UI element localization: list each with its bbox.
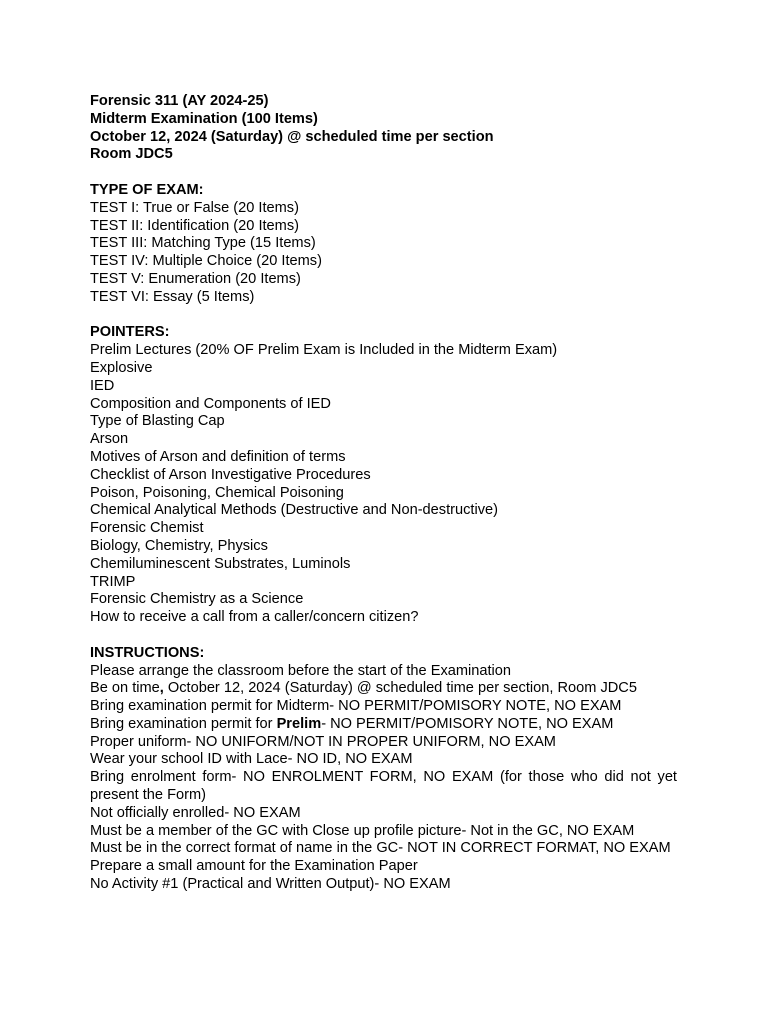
test-item: TEST II: Identification (20 Items) xyxy=(90,217,299,234)
instruction-item: Proper uniform- NO UNIFORM/NOT IN PROPER UNIFORM, NO EXAM xyxy=(90,733,556,750)
instruction-text: Bring examination permit for xyxy=(90,715,277,732)
pointer-item: TRIMP xyxy=(90,573,136,590)
exam-header xyxy=(90,93,677,164)
document-page xyxy=(90,93,677,894)
pointer-item: Prelim Lectures (20% OF Prelim Exam is Included in the Midterm Exam) xyxy=(90,342,558,359)
exam-room: Room JDC5 xyxy=(90,146,173,163)
instruction-item: Not officially enrolled- NO EXAM xyxy=(90,804,301,821)
instruction-item: Please arrange the classroom before the start of the Examination xyxy=(90,662,512,679)
pointer-item: Type of Blasting Cap xyxy=(90,413,225,430)
pointer-item: IED xyxy=(90,377,115,394)
pointer-item: Explosive xyxy=(90,359,153,376)
instruction-item xyxy=(90,680,677,698)
pointer-item: Poison, Poisoning, Chemical Poisoning xyxy=(90,484,344,501)
pointer-item: Composition and Components of IED xyxy=(90,395,331,412)
instruction-emphasis: , xyxy=(159,680,164,697)
pointer-item: Forensic Chemist xyxy=(90,520,204,537)
pointers-section xyxy=(90,324,677,627)
instruction-emphasis: Prelim xyxy=(276,715,322,732)
spacer xyxy=(90,627,677,645)
test-item: TEST I: True or False (20 Items) xyxy=(90,199,299,216)
instruction-item: Bring examination permit for Midterm- NO PERMIT/POMISORY NOTE, NO EXAM xyxy=(90,698,622,715)
pointer-item: Biology, Chemistry, Physics xyxy=(90,537,268,554)
exam-title: Midterm Examination (100 Items) xyxy=(90,110,318,127)
instruction-item: Wear your school ID with Lace- NO ID, NO EXAM xyxy=(90,751,413,768)
spacer xyxy=(90,164,677,182)
instruction-text: October 12, 2024 (Saturday) @ scheduled time per section, Room JDC5 xyxy=(163,680,637,697)
exam-type-section xyxy=(90,182,677,307)
test-item: TEST IV: Multiple Choice (20 Items) xyxy=(90,253,322,270)
exam-schedule: October 12, 2024 (Saturday) @ scheduled time per section xyxy=(90,128,494,145)
pointer-item: Checklist of Arson Investigative Procedures xyxy=(90,466,371,483)
spacer xyxy=(90,307,677,325)
instructions-section xyxy=(90,645,677,894)
instructions-heading: INSTRUCTIONS: xyxy=(90,644,205,661)
test-item: TEST VI: Essay (5 Items) xyxy=(90,288,255,305)
pointer-item: Chemiluminescent Substrates, Luminols xyxy=(90,555,351,572)
instruction-item: Must be in the correct format of name in the GC- NOT IN CORRECT FORMAT, NO EXAM xyxy=(90,840,671,857)
instruction-item: Prepare a small amount for the Examination Paper xyxy=(90,858,418,875)
pointer-item: Motives of Arson and definition of terms xyxy=(90,448,346,465)
test-item: TEST III: Matching Type (15 Items) xyxy=(90,235,316,252)
instruction-text: - NO PERMIT/POMISORY NOTE, NO EXAM xyxy=(321,715,614,732)
pointer-item: Arson xyxy=(90,431,129,448)
instruction-item: No Activity #1 (Practical and Written Output)- NO EXAM xyxy=(90,876,451,893)
pointer-item: How to receive a call from a caller/concern citizen? xyxy=(90,609,419,626)
instruction-item xyxy=(90,716,677,734)
pointers-heading: POINTERS: xyxy=(90,324,170,341)
instruction-text: Be on time xyxy=(90,680,160,697)
pointer-item: Chemical Analytical Methods (Destructive and Non-destructive) xyxy=(90,502,498,519)
test-item: TEST V: Enumeration (20 Items) xyxy=(90,270,301,287)
instruction-item: Bring enrolment form- NO ENROLMENT FORM, NO EXAM (for those who did not yet present the Form) xyxy=(90,769,677,804)
instruction-item: Must be a member of the GC with Close up profile picture- Not in the GC, NO EXAM xyxy=(90,822,635,839)
exam-type-heading: TYPE OF EXAM: xyxy=(90,181,204,198)
pointer-item: Forensic Chemistry as a Science xyxy=(90,591,304,608)
course-title: Forensic 311 (AY 2024-25) xyxy=(90,93,269,109)
